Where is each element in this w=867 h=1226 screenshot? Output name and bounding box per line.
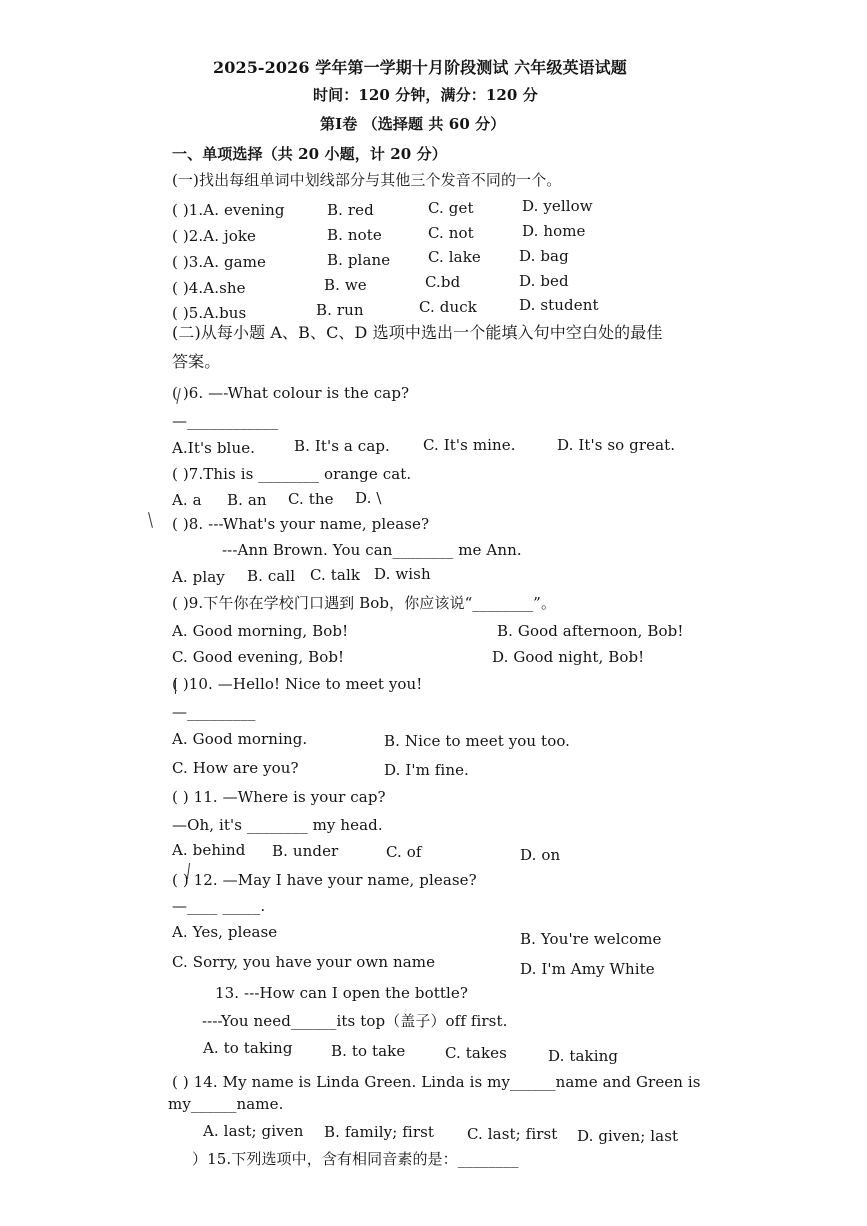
section-heading: 一、单项选择（共 20 小题，计 20 分） [172, 145, 447, 163]
q10-option-a: A. Good morning. [172, 730, 308, 748]
q13-option-b: B. to take [331, 1042, 406, 1060]
q7-option-a: A. a [172, 491, 202, 509]
q7-option-d: D. \ [355, 489, 382, 507]
q11-option-c: C. of [386, 843, 422, 861]
q6-blank: —____________ [172, 412, 279, 430]
q3-option-d: D. bag [519, 247, 569, 265]
q4-number: ( )4.A.she [172, 279, 246, 297]
q5-option-c: C. duck [419, 298, 477, 316]
q8-option-a: A. play [172, 568, 225, 586]
q3-number: ( )3.A. game [172, 253, 266, 271]
q9-stem: ( )9.下午你在学校门口遇到 Bob，你应该说“________”。 [172, 594, 557, 612]
q13-reply: ----You need______its top（盖子）off first. [202, 1012, 508, 1030]
q7-option-c: C. the [288, 490, 334, 508]
q1-option-c: C. get [428, 199, 474, 217]
part2-instruction-line1: (二)从每小题 A、B、C、D 选项中选出一个能填入句中空白处的最佳 [172, 323, 663, 342]
time-score: 时间：120 分钟，满分：120 分 [313, 86, 538, 104]
q12-stem: ( ) 12. —May I have your name, please? [172, 871, 477, 889]
q9-option-d: D. Good night, Bob! [492, 648, 645, 666]
volume-heading: 第Ⅰ卷 （选择题 共 60 分） [320, 115, 506, 133]
q2-option-b: B. note [327, 226, 382, 244]
q1-option-d: D. yellow [522, 197, 593, 215]
q14-option-a: A. last; given [203, 1122, 304, 1140]
q4-option-c: C.bd [425, 273, 461, 291]
q14-stem: ( ) 14. My name is Linda Green. Linda is my______name and Green is [172, 1073, 701, 1091]
q6-option-c: C. It's mine. [423, 436, 516, 454]
q13-option-d: D. taking [548, 1047, 619, 1065]
q5-option-d: D. student [519, 296, 599, 314]
q8-stem: ( )8. ---What's your name, please? [172, 515, 430, 533]
q4-option-b: B. we [324, 276, 367, 294]
q4-option-d: D. bed [519, 272, 569, 290]
q9-option-a: A. Good morning, Bob! [172, 622, 349, 640]
q12-option-c: C. Sorry, you have your own name [172, 953, 436, 971]
q7-option-b: B. an [227, 491, 267, 509]
q12-option-a: A. Yes, please [172, 923, 278, 941]
q14-option-b: B. family; first [324, 1123, 435, 1141]
q3-option-b: B. plane [327, 251, 391, 269]
q5-number: ( )5.A.bus [172, 304, 247, 322]
q14-stem-continued: my______name. [168, 1095, 284, 1113]
q13-stem: 13. ---How can I open the bottle? [215, 984, 468, 1002]
q14-option-c: C. last; first [467, 1125, 558, 1143]
q9-option-b: B. Good afternoon, Bob! [497, 622, 684, 640]
q13-option-a: A. to taking [203, 1039, 293, 1057]
q6-stem: ( )6. —-What colour is the cap? [172, 384, 410, 402]
q12-option-d: D. I'm Amy White [520, 960, 655, 978]
q10-stem: ( )10. —Hello! Nice to meet you! [172, 675, 423, 693]
q10-option-c: C. How are you? [172, 759, 299, 777]
q1-option-b: B. red [327, 201, 374, 219]
q7-stem: ( )7.This is ________ orange cat. [172, 465, 412, 483]
pencil-mark [148, 512, 153, 528]
exam-title: 2025-2026 学年第一学期十月阶段测试 六年级英语试题 [213, 58, 627, 77]
q9-option-c: C. Good evening, Bob! [172, 648, 345, 666]
q2-number: ( )2.A. joke [172, 227, 257, 245]
q8-option-b: B. call [247, 567, 296, 585]
q11-stem: ( ) 11. —Where is your cap? [172, 788, 386, 806]
q6-option-b: B. It's a cap. [294, 437, 390, 455]
q8-option-d: D. wish [374, 565, 431, 583]
q11-option-b: B. under [272, 842, 339, 860]
part2-instruction-line2: 答案。 [172, 352, 221, 371]
q8-reply: ---Ann Brown. You can________ me Ann. [222, 541, 522, 559]
q8-option-c: C. talk [310, 566, 361, 584]
q10-blank: —_________ [172, 703, 256, 721]
q3-option-c: C. lake [428, 248, 481, 266]
q12-blank: —____ _____. [172, 897, 266, 915]
part1-instruction: (一)找出每组单词中划线部分与其他三个发音不同的一个。 [172, 171, 562, 189]
q6-option-d: D. It's so great. [557, 436, 676, 454]
q13-option-c: C. takes [445, 1044, 507, 1062]
q2-option-c: C. not [428, 224, 474, 242]
pencil-mark [175, 678, 176, 694]
q11-option-d: D. on [520, 846, 561, 864]
q5-option-b: B. run [316, 301, 364, 319]
q11-option-a: A. behind [172, 841, 246, 859]
q10-option-b: B. Nice to meet you too. [384, 732, 571, 750]
q1-number: ( )1.A. evening [172, 201, 285, 219]
q12-option-b: B. You're welcome [520, 930, 662, 948]
q15-stem: ）15.下列选项中，含有相同音素的是：________ [192, 1150, 519, 1168]
q14-option-d: D. given; last [577, 1127, 679, 1145]
q10-option-d: D. I'm fine. [384, 761, 469, 779]
q11-reply: —Oh, it's ________ my head. [172, 816, 383, 834]
q6-option-a: A.It's blue. [172, 439, 256, 457]
q2-option-d: D. home [522, 222, 586, 240]
